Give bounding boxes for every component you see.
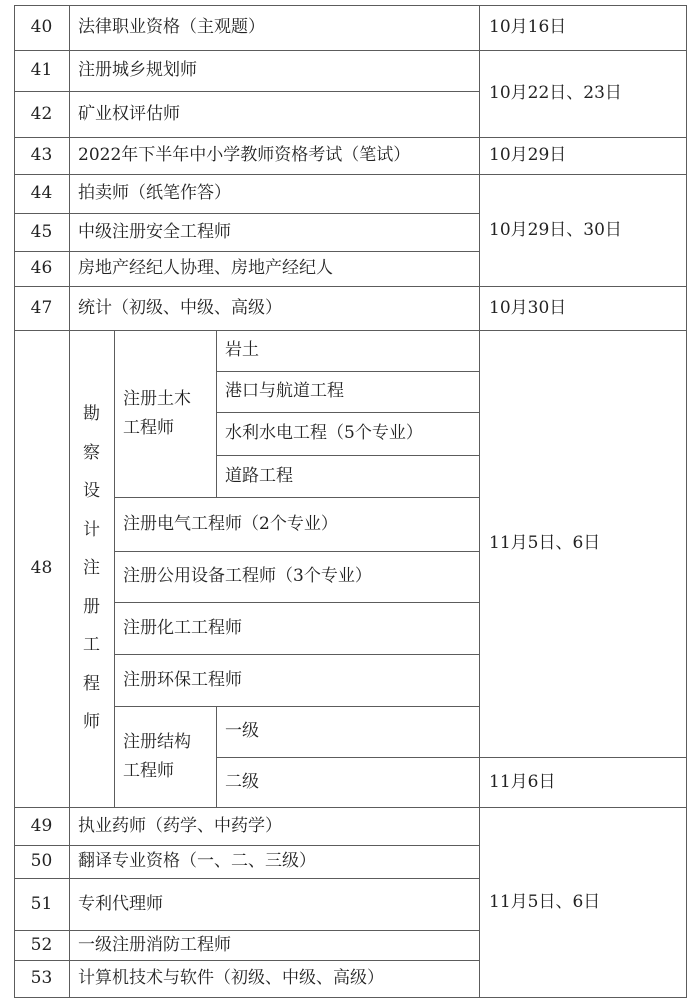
table-border-right	[686, 5, 687, 998]
row-number: 49	[30, 815, 53, 836]
exam-name: 翻译专业资格（一、二、三级）	[78, 851, 316, 872]
group-char: 工	[83, 635, 100, 656]
group-char: 程	[83, 673, 100, 694]
group-char: 计	[83, 519, 100, 540]
exam-name: 一级注册消防工程师	[78, 934, 231, 955]
exam-date: 10月16日	[489, 17, 567, 38]
table-border-bottom	[14, 997, 687, 998]
exam-date: 10月30日	[489, 297, 567, 318]
row-number: 48	[30, 558, 53, 579]
exam-date-merged: 11月5日、6日	[489, 533, 601, 554]
exam-date-merged: 10月29日、30日	[489, 219, 622, 240]
row-number: 53	[30, 968, 53, 989]
group-char: 册	[83, 596, 100, 617]
civil-sub-item: 港口与航道工程	[225, 381, 344, 402]
exam-name: 计算机技术与软件（初级、中级、高级）	[78, 968, 384, 989]
exam-date: 10月29日	[489, 145, 567, 166]
exam-name: 专利代理师	[78, 893, 163, 914]
group-char: 设	[83, 481, 100, 502]
structural-level-2: 二级	[225, 771, 259, 792]
exam-name: 房地产经纪人协理、房地产经纪人	[78, 258, 333, 279]
row48-group-label	[69, 330, 114, 807]
exam-date-merged: 11月5日、6日	[489, 891, 601, 912]
row-number: 52	[30, 934, 53, 955]
row-number: 44	[30, 183, 53, 204]
exam-name: 统计（初级、中级、高级）	[78, 297, 282, 318]
row-number: 42	[30, 103, 53, 124]
row-number: 40	[30, 17, 53, 38]
exam-name: 法律职业资格（主观题）	[78, 17, 265, 38]
group-char: 注	[83, 558, 100, 579]
row-number: 50	[30, 851, 53, 872]
row-number: 45	[30, 221, 53, 242]
exam-name: 注册城乡规划师	[78, 60, 197, 81]
exam-name: 2022年下半年中小学教师资格考试（笔试）	[78, 145, 411, 166]
exam-name: 中级注册安全工程师	[78, 221, 231, 242]
group-char: 师	[83, 712, 100, 733]
environmental-engineer: 注册环保工程师	[123, 669, 242, 690]
structural-engineer-label: 注册结构工程师	[123, 731, 191, 781]
exam-date-merged: 10月22日、23日	[489, 83, 622, 104]
row-number: 46	[30, 258, 53, 279]
exam-name: 执业药师（药学、中药学）	[78, 815, 282, 836]
row-number: 47	[30, 297, 53, 318]
row-number: 41	[30, 60, 53, 81]
exam-name: 矿业权评估师	[78, 103, 180, 124]
civil-sub-item: 水利水电工程（5个专业）	[225, 423, 423, 444]
chemical-engineer: 注册化工工程师	[123, 617, 242, 638]
civil-sub-item: 岩土	[225, 340, 259, 361]
civil-engineer-label: 注册土木工程师	[123, 388, 191, 438]
exam-name: 拍卖师（纸笔作答）	[78, 183, 231, 204]
structural-level-1: 一级	[225, 721, 259, 742]
group-char: 察	[83, 442, 100, 463]
utility-engineer: 注册公用设备工程师（3个专业）	[123, 566, 372, 587]
electrical-engineer: 注册电气工程师（2个专业）	[123, 513, 338, 534]
row-number: 43	[30, 145, 53, 166]
row-number: 51	[30, 893, 53, 914]
civil-sub-item: 道路工程	[225, 465, 293, 486]
group-char: 勘	[83, 404, 100, 425]
exam-date: 11月6日	[489, 771, 556, 792]
